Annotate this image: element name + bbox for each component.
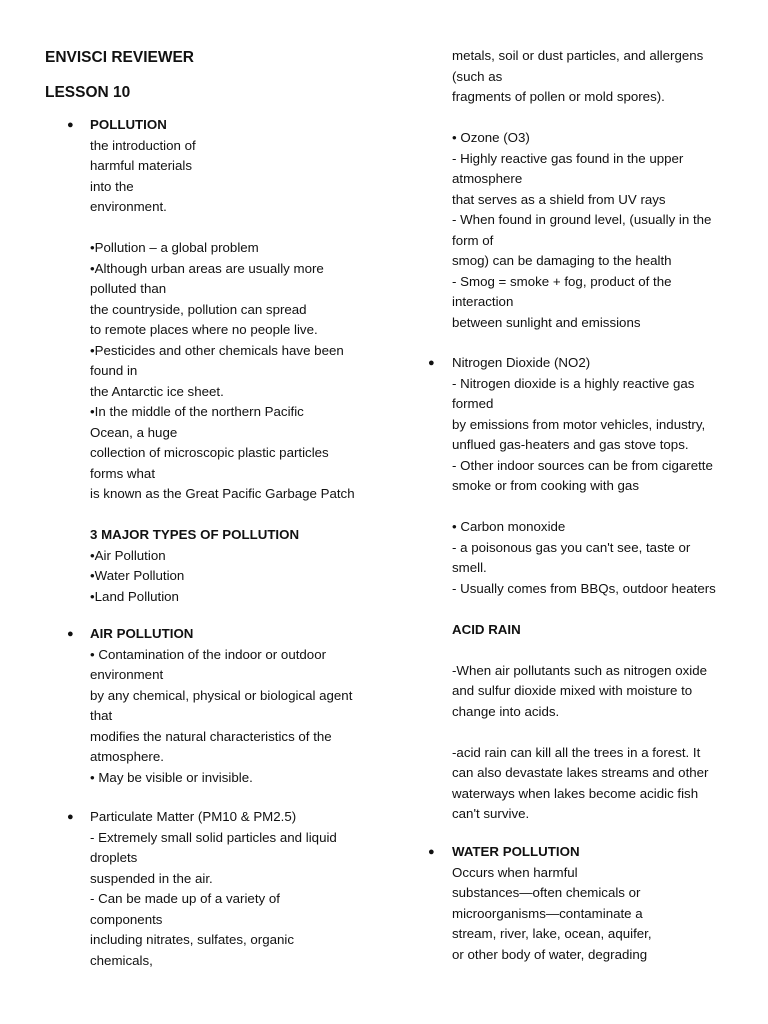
list-bullet: ● [67, 628, 74, 640]
text-line: can also devastate lakes streams and other [452, 765, 709, 780]
text-line: •Water Pollution [90, 568, 185, 583]
text-line: into the [90, 178, 134, 194]
text-line [452, 497, 716, 518]
section-heading: POLLUTION [90, 117, 167, 132]
text-line: - Highly reactive gas found in the upper [452, 150, 684, 166]
list-bullet: ● [428, 846, 435, 858]
section-heading: AIR POLLUTION [90, 626, 194, 641]
water-pollution-section [452, 842, 652, 965]
text-line: Nitrogen Dioxide (NO2) [452, 355, 591, 370]
text-line: - Smog = smoke + fog, product of the [452, 273, 672, 289]
text-line: by emissions from motor vehicles, industry, [452, 416, 706, 432]
text-line: •Pesticides and other chemicals have been [90, 342, 344, 358]
document-title: ENVISCI REVIEWER [45, 49, 194, 66]
text-line: •Pollution – a global problem [90, 240, 259, 255]
text-line: smell. [452, 560, 487, 575]
text-line: found in [90, 363, 138, 378]
text-line: Ocean, a huge [90, 424, 178, 440]
text-line: components [90, 911, 163, 927]
text-line: - When found in ground level, (usually in the [452, 212, 712, 227]
text-line: to remote places where no people live. [90, 322, 318, 337]
text-line: • Carbon monoxide [452, 519, 566, 534]
text-line [452, 599, 716, 620]
text-line: between sunlight and emissions [452, 314, 641, 330]
particulate-matter-section [90, 807, 337, 971]
text-line: that serves as a shield from UV rays [452, 191, 666, 207]
text-line: the Antarctic ice sheet. [90, 383, 224, 399]
lesson-heading: LESSON 10 [45, 84, 131, 101]
text-line: -acid rain can kill all the trees in a forest. It [452, 744, 701, 760]
text-line: suspended in the air. [90, 870, 213, 886]
text-line: •Although urban areas are usually more [90, 260, 324, 276]
text-line: change into acids. [452, 703, 560, 719]
text-line: (such as [452, 68, 503, 84]
section-heading: ACID RAIN [452, 621, 521, 637]
text-line: metals, soil or dust particles, and allergens [452, 48, 704, 63]
air-pollution-section [90, 624, 352, 788]
text-line: the introduction of [90, 137, 196, 153]
text-line: atmosphere. [90, 749, 164, 764]
text-line: or other body of water, degrading [452, 946, 648, 962]
text-line: that [90, 708, 113, 723]
pollution-section [90, 115, 355, 607]
text-line: - a poisonous gas you can't see, taste or [452, 539, 691, 555]
text-line [90, 218, 355, 239]
text-line: • May be visible or invisible. [90, 769, 253, 785]
text-line: - Nitrogen dioxide is a highly reactive gas [452, 375, 695, 391]
text-line: unflued gas-heaters and gas stove tops. [452, 437, 689, 452]
text-line: environment. [90, 199, 167, 214]
text-line: - Extremely small solid particles and liquid [90, 829, 337, 845]
text-line: Occurs when harmful [452, 864, 578, 880]
text-line: harmful materials [90, 158, 192, 173]
text-line: and sulfur dioxide mixed with moisture to [452, 683, 693, 698]
text-line: - Usually comes from BBQs, outdoor heaters [452, 580, 716, 596]
text-line [452, 640, 716, 661]
text-line [90, 505, 355, 526]
text-line: chemicals, [90, 952, 153, 968]
section-heading: WATER POLLUTION [452, 844, 580, 859]
text-line: •In the middle of the northern Pacific [90, 404, 304, 419]
text-line [452, 108, 711, 129]
text-line: environment [90, 667, 164, 682]
text-line: including nitrates, sulfates, organic [90, 932, 294, 947]
text-line: forms what [90, 465, 156, 481]
particulate-continued-section [452, 46, 711, 333]
list-bullet: ● [67, 119, 74, 131]
text-line: form of [452, 232, 494, 248]
text-line: atmosphere [452, 171, 523, 186]
section-heading: 3 MAJOR TYPES OF POLLUTION [90, 527, 300, 542]
list-bullet: ● [67, 811, 74, 823]
text-line: fragments of pollen or mold spores). [452, 89, 665, 104]
text-line: • Ozone (O3) [452, 130, 530, 145]
text-line: is known as the Great Pacific Garbage Patch [90, 486, 355, 501]
list-bullet: ● [428, 357, 435, 369]
text-line: • Contamination of the indoor or outdoor [90, 646, 327, 662]
text-line: interaction [452, 294, 514, 309]
text-line: droplets [90, 850, 138, 865]
nitrogen-dioxide-section [452, 353, 716, 825]
text-line: substances—often chemicals or [452, 885, 641, 900]
text-line: smog) can be damaging to the health [452, 253, 672, 268]
text-line: the countryside, pollution can spread [90, 301, 307, 317]
text-line: formed [452, 396, 494, 411]
text-line: can't survive. [452, 806, 530, 821]
text-line: by any chemical, physical or biological agent [90, 687, 353, 703]
text-line: stream, river, lake, ocean, aquifer, [452, 926, 652, 941]
text-line: polluted than [90, 281, 167, 296]
text-line: modifies the natural characteristics of the [90, 728, 332, 744]
text-line: •Air Pollution [90, 547, 166, 563]
text-line: •Land Pollution [90, 588, 179, 604]
text-line [452, 722, 716, 743]
text-line: -When air pollutants such as nitrogen oxide [452, 662, 707, 678]
text-line: - Can be made up of a variety of [90, 891, 280, 906]
text-line: Particulate Matter (PM10 & PM2.5) [90, 809, 297, 824]
text-line: microorganisms—contaminate a [452, 905, 643, 921]
text-line: smoke or from cooking with gas [452, 478, 639, 493]
text-line: waterways when lakes become acidic fish [452, 785, 699, 801]
text-line: - Other indoor sources can be from cigarette [452, 457, 713, 473]
text-line: collection of microscopic plastic particles [90, 445, 329, 460]
